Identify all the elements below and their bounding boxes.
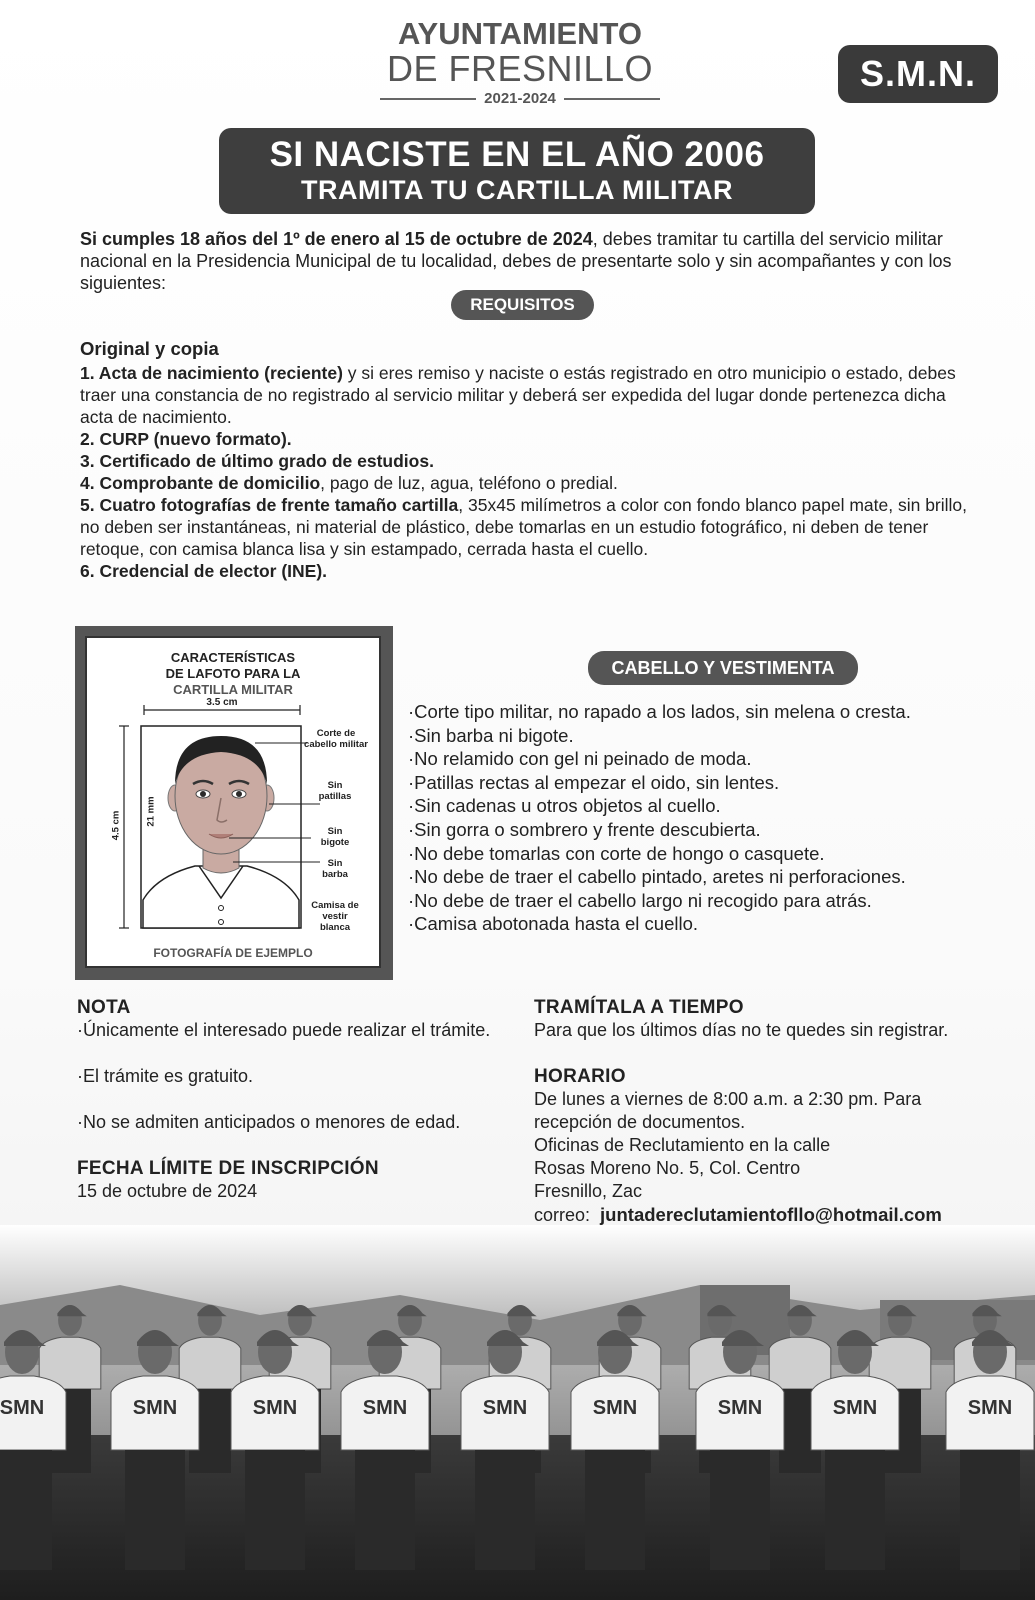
shirt-label: SMN xyxy=(0,1397,45,1419)
recruit-shirt xyxy=(769,1337,831,1389)
requisito-text: y si eres remiso y naciste o estás registrado en otro municipio o estado, debes traer una constancia de no registrado al servicio militar y deberá ser expedida del lugar donde pertenezca dicha acta de nacimiento. xyxy=(80,363,956,427)
logo-divider-right xyxy=(564,98,660,100)
logo-divider-left xyxy=(380,98,476,100)
tramitala-text: Para que los últimos días no te quedes sin registrar. xyxy=(534,1020,949,1040)
shirt-label: SMN xyxy=(132,1397,178,1419)
photo-example-frame xyxy=(75,626,393,980)
cabello-item: ·No relamido con gel ni peinado de moda. xyxy=(408,748,752,770)
requisitos-list xyxy=(80,338,980,582)
requisito-bold: 3. Certificado de último grado de estudios. xyxy=(80,451,434,471)
requisito-bold: 2. CURP (nuevo formato). xyxy=(80,429,292,449)
cabello-item: ·No debe de traer el cabello largo ni recogido para atrás. xyxy=(408,889,872,911)
cabello-item: ·Corte tipo militar, no rapado a los lados, sin melena o cresta. xyxy=(408,701,911,722)
recruit-pants xyxy=(960,1450,1020,1570)
logo-years-row xyxy=(380,90,660,107)
barba-label: Sin barba xyxy=(322,858,348,880)
horario-line: Oficinas de Reclutamiento en la calle xyxy=(534,1135,831,1155)
shirt-label: SMN xyxy=(967,1397,1013,1419)
email-row xyxy=(534,1203,1034,1227)
shirt-label: SMN xyxy=(362,1397,408,1419)
cabello-item: ·Sin barba ni bigote. xyxy=(408,724,574,746)
email-label: correo: xyxy=(534,1205,591,1225)
recruits-illustration xyxy=(0,1225,1035,1600)
patillas-label: Sin patillas xyxy=(318,780,352,802)
horario-line: De lunes a viernes de 8:00 a.m. a 2:30 pm. Para xyxy=(534,1089,922,1109)
bigote-label: Sin bigote xyxy=(320,826,350,848)
photo-example-card xyxy=(85,636,381,968)
requisitos-label: REQUISITOS xyxy=(451,290,594,320)
cabello-item: ·Camisa abotonada hasta el cuello. xyxy=(408,913,699,935)
recruit-shirt xyxy=(179,1337,241,1389)
requisito-item xyxy=(80,450,980,472)
nota-item: ·Únicamente el interesado puede realizar el trámite. xyxy=(77,1020,491,1040)
cabello-label: CABELLO Y VESTIMENTA xyxy=(588,651,858,685)
right-pupil xyxy=(236,791,242,797)
email-address[interactable]: juntadereclutamientofllo@hotmail.com xyxy=(600,1204,942,1225)
requisito-item xyxy=(80,362,980,428)
recruit-pants xyxy=(585,1450,645,1570)
logo-line2: DE FRESNILLO xyxy=(386,48,654,89)
recruits-photo xyxy=(0,1225,1035,1600)
requisito-bold: 5. Cuatro fotografías de frente tamaño cartilla xyxy=(80,495,459,515)
horario-line: Rosas Moreno No. 5, Col. Centro xyxy=(534,1158,801,1178)
recruit-pants xyxy=(355,1450,415,1570)
recruit-pants xyxy=(475,1450,535,1570)
shirt-label: SMN xyxy=(252,1397,298,1419)
recruit-pants xyxy=(0,1450,52,1570)
nota-title: NOTA xyxy=(77,997,131,1018)
photo-title-line3: CARTILLA MILITAR xyxy=(173,682,293,697)
smn-badge: S.M.N. xyxy=(838,45,998,103)
cabello-item: ·No debe tomarlas con corte de hongo o casquete. xyxy=(408,842,825,864)
intro-paragraph xyxy=(80,228,980,294)
shirt-label: SMN xyxy=(592,1397,638,1419)
horario-title: HORARIO xyxy=(534,1066,626,1087)
requisito-item xyxy=(80,472,980,494)
requisitos-heading: Original y copia xyxy=(80,338,219,359)
requisito-item xyxy=(80,494,980,560)
recruit-pants xyxy=(710,1450,770,1570)
cabello-item: ·Sin cadenas u otros objetos al cuello. xyxy=(408,795,721,817)
nota-item: ·No se admiten anticipados o menores de edad. xyxy=(77,1112,461,1132)
requisito-text: , pago de luz, agua, teléfono o predial. xyxy=(320,473,618,493)
tramitala-title: TRAMÍTALA A TIEMPO xyxy=(534,997,744,1018)
shirt-label: SMN xyxy=(832,1397,878,1419)
requisito-bold: 1. Acta de nacimiento (reciente) xyxy=(80,363,343,383)
fecha-title: FECHA LÍMITE DE INSCRIPCIÓN xyxy=(77,1158,379,1179)
corte-label: Corte de cabello militar xyxy=(304,728,368,750)
face-size-label: 21 mm xyxy=(145,796,157,827)
requisito-bold: 4. Comprobante de domicilio xyxy=(80,473,321,493)
requisito-bold: 6. Credencial de elector (INE). xyxy=(80,561,328,581)
cabello-item: ·Patillas rectas al empezar el oido, sin lentes. xyxy=(408,771,780,793)
cabello-item: ·No debe de traer el cabello pintado, aretes ni perforaciones. xyxy=(408,866,906,888)
camisa-label: Camisa de vestir blanca xyxy=(311,900,359,933)
cabello-list xyxy=(408,700,1018,936)
nota-item: ·El trámite es gratuito. xyxy=(77,1066,254,1086)
requisito-item xyxy=(80,428,980,450)
horario-line: recepción de documentos. xyxy=(534,1112,746,1132)
headline-line1: SI NACISTE EN EL AÑO 2006 xyxy=(269,135,765,174)
requisito-text: , 35x45 milímetros a color con fondo blanco papel mate, sin brillo, no deben ser instantáneas, ni material de plástico, debe tomarlas en un estudio fotográfico, ni deben de tener retoque, con camisa blanca lisa y sin estampado, cerrada hasta el cuello. xyxy=(80,495,968,559)
photo-example-caption: FOTOGRAFÍA DE EJEMPLO xyxy=(153,946,313,960)
height-label: 4.5 cm xyxy=(110,810,122,841)
width-label: 3.5 cm xyxy=(206,697,238,708)
logo-line1: AYUNTAMIENTO xyxy=(397,16,642,51)
intro-bold: Si cumples 18 años del 1º de enero al 15 de octubre de 2024 xyxy=(80,229,593,249)
headline-banner xyxy=(219,128,815,214)
ayuntamiento-logo xyxy=(380,18,660,107)
left-pupil xyxy=(200,791,206,797)
intro-rest: , debes tramitar tu cartilla del servicio militar nacional en la Presidencia Municipal de tu localidad, debes de presentarte solo y sin acompañantes y con los siguientes: xyxy=(80,229,952,293)
headline-line2: TRAMITA TU CARTILLA MILITAR xyxy=(301,175,733,205)
requisito-item xyxy=(80,560,980,582)
photo-title-line2: DE LAFOTO PARA LA xyxy=(165,666,301,681)
recruit-pants xyxy=(125,1450,185,1570)
recruits-group xyxy=(0,1305,1034,1570)
cabello-item: ·Sin gorra o sombrero y frente descubierta. xyxy=(408,818,761,840)
photo-title-line1: CARACTERÍSTICAS xyxy=(170,650,296,665)
shirt-label: SMN xyxy=(717,1397,763,1419)
nota-section xyxy=(77,996,497,1203)
recruit-pants xyxy=(245,1450,305,1570)
info-section xyxy=(534,996,1034,1227)
recruit-pants xyxy=(825,1450,885,1570)
logo-years: 2021-2024 xyxy=(484,90,556,107)
fecha-value: 15 de octubre de 2024 xyxy=(77,1181,258,1201)
horario-line: Fresnillo, Zac xyxy=(534,1181,643,1201)
shirt-label: SMN xyxy=(482,1397,528,1419)
